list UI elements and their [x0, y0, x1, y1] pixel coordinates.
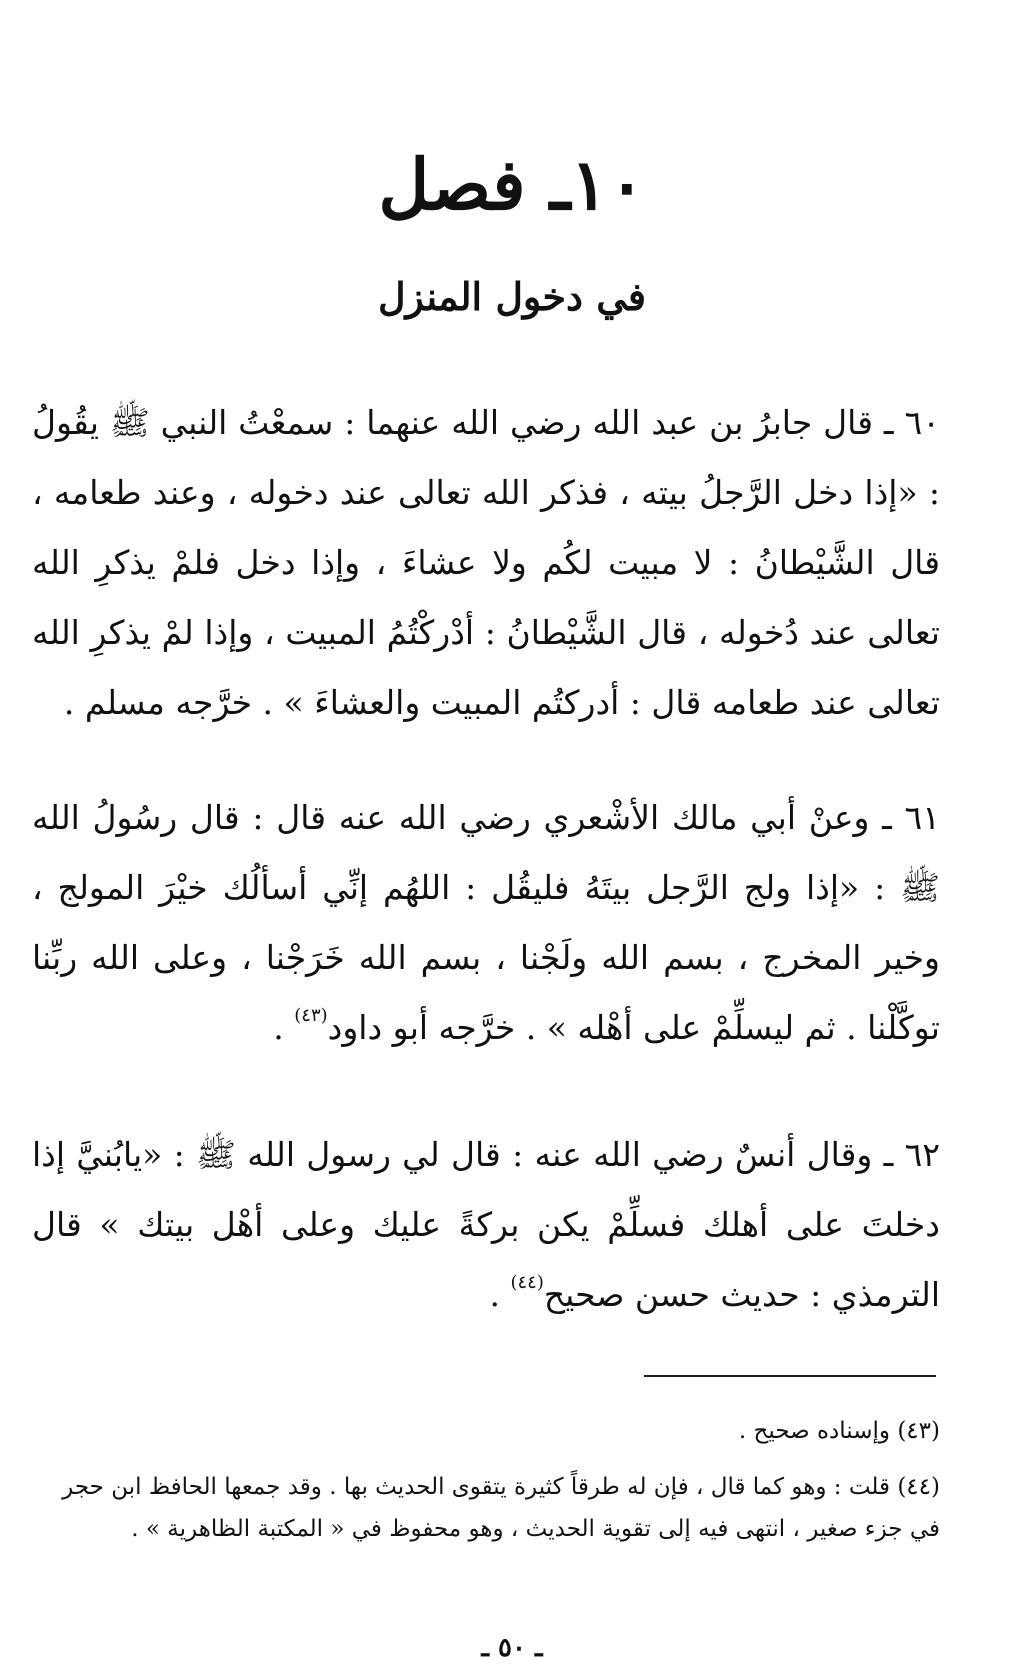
- footnote-ref-43: (٤٣): [294, 1005, 328, 1026]
- footnote-divider: [644, 1375, 936, 1377]
- footnotes: [32, 1410, 940, 1550]
- hadith-62: ٦٢ ـ وقال أنسٌ رضي الله عنه : قال لي رسول الله ﷺ : «يابُنيَّ إذا دخلتَ على أهلك فسلِّمْ يكن بركةً عليك وعلى أهْل بيتك » قال الترمذي : حديث حسن صحيح$^{(٤٤)}$ .: [32, 1135, 941, 1314]
- hadith-intro: ٦٠ ـ قال جابرُ بن عبد الله رضي الله عنهما : سمعْتُ النبي ﷺ يقُولُ :: [32, 403, 940, 512]
- hadith-text: «إذا ولج الرَّجل بيتَهُ فليقُل : اللهُم إنِّي أسألُك خيْرَ المولج ، وخير المخرج ، بسم الله ولَجْنا ، بسم الله خَرَجْنا ، وعلى الله ربِّنا توكَّلْنا . ثم ليسلِّمْ على أهْله » . خرَّجه أبو داود: [32, 868, 940, 1047]
- footnote-ref-44: (٤٤): [510, 1272, 544, 1293]
- footnote-44: (٤٤) قلت : وهو كما قال ، فإن له طرقاً كثيرة يتقوى الحديث بها . وقد جمعها الحافظ ابن حجر في جزء صغير ، انتهى فيه إلى تقوية الحديث ، وهو محفوظ في « المكتبة الظاهرية » .: [62, 1474, 940, 1542]
- hadith-61: ٦١ ـ وعنْ أبي مالك الأشْعري رضي الله عنه قال : قال رسُولُ الله ﷺ : «إذا ولج الرَّجل بيتَهُ فليقُل : اللهُم إنِّي أسألُك خيْرَ المولج ، وخير المخرج ، بسم الله ولَجْنا ، بسم الله خَرَجْنا ، وعلى الله ربِّنا توكَّلْنا . ثم ليسلِّمْ على أهْله » . خرَّجه أبو داود$^{(٤٣)}$ .: [32, 798, 940, 1047]
- hadith-text: «يابُنيَّ إذا دخلتَ على أهلك فسلِّمْ يكن بركةً عليك وعلى أهْل بيتك » قال الترمذي : حديث حسن صحيح: [32, 1135, 940, 1314]
- footnote-43: (٤٣) وإسناده صحيح .: [738, 1418, 940, 1444]
- hadith-intro: ٦٢ ـ وقال أنسٌ رضي الله عنه : قال لي رسول الله ﷺ :: [173, 1135, 941, 1174]
- hadith-text: «إذا دخل الرَّجلُ بيته ، فذكر الله تعالى عند دخوله ، وعند طعامه ، قال الشَّيْطانُ : لا مبيت لكُم ولا عشاءَ ، وإذا دخل فلمْ يذكرِ الله تعالى عند دُخوله ، قال الشَّيْطانُ : أدْركْتُمُ المبيت ، وإذا لمْ يذكرِ الله تعالى عند طعامه قال : أدركتُم المبيت والعشاءَ » . خرَّجه مسلم .: [32, 473, 940, 722]
- hadith-60: [32, 388, 940, 738]
- chapter-subtitle: في دخول المنزل: [377, 274, 647, 319]
- page-number: ـ ٥٠ ـ: [481, 1633, 543, 1663]
- hadith-intro: ٦١ ـ وعنْ أبي مالك الأشْعري رضي الله عنه قال : قال رسُولُ الله ﷺ :: [32, 798, 940, 907]
- chapter-title: ١٠ـ فصل: [378, 143, 646, 226]
